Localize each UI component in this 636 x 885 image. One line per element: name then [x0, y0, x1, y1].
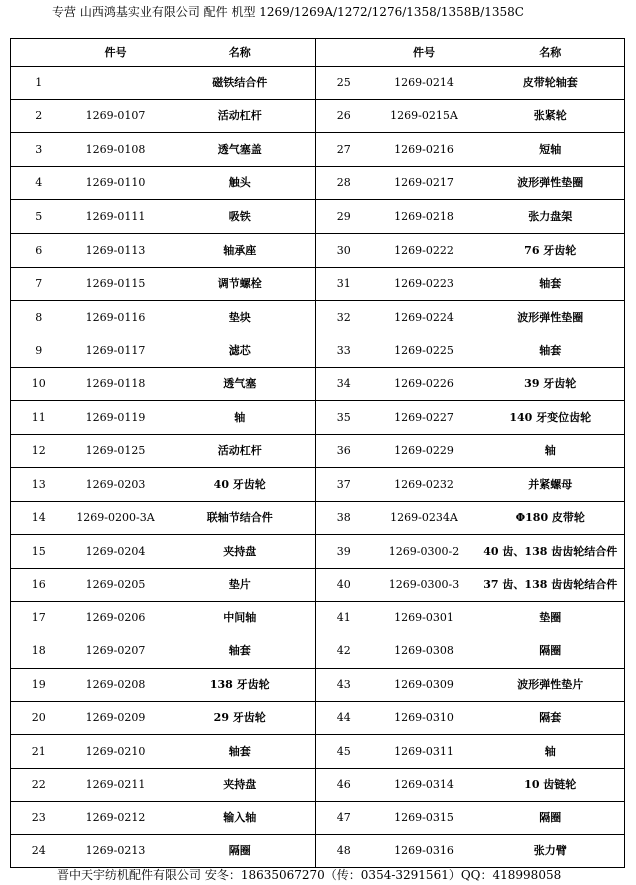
part-no: 1269-0315	[372, 802, 477, 835]
part-no: 1269-0301	[394, 611, 454, 624]
part-name: 138 牙齿轮	[165, 669, 316, 702]
part-name: 张力臂	[477, 835, 625, 868]
part-no: 1269-0210	[67, 735, 165, 769]
part-no: 1269-0117	[67, 334, 165, 368]
item-no: 37	[316, 468, 372, 502]
part-no: 1269-0223	[372, 268, 477, 301]
part-no: 1269-0204	[67, 535, 165, 569]
item-no: 12	[11, 435, 67, 468]
part-no	[67, 67, 165, 100]
part-no: 1269-0111	[67, 200, 165, 234]
part-name: 37 齿、138 齿齿轮结合件	[477, 569, 625, 602]
part-name: 中间轴	[165, 602, 316, 635]
item-no: 4	[11, 167, 67, 200]
part-no: 1269-0208	[67, 669, 165, 702]
table-row	[11, 200, 625, 234]
table-row	[11, 634, 625, 669]
part-no: 1269-0113	[67, 234, 165, 268]
header-part-no: 件号	[67, 39, 165, 67]
item-no: 16	[11, 569, 67, 602]
part-name: 29 牙齿轮	[165, 702, 316, 735]
item-no: 2	[11, 100, 67, 133]
table-row	[11, 602, 625, 635]
document-header: 专营 山西鸿基实业有限公司 配件 机型 1269/1269A/1272/1276/1358/1358B/1358C	[52, 5, 524, 19]
part-name: 触头	[165, 167, 316, 200]
part-no: 1269-0207	[67, 634, 165, 669]
part-name: 波形弹性垫圈	[477, 301, 625, 335]
part-name: 输入轴	[165, 802, 316, 835]
part-no: 1269-0215A	[372, 100, 477, 133]
table-row	[11, 334, 625, 368]
part-name: 140 牙变位齿轮	[477, 401, 625, 435]
part-name: 轴	[165, 401, 316, 435]
part-no: 1269-0310	[372, 702, 477, 735]
item-no: 9	[11, 334, 67, 368]
part-no: 1269-0314	[372, 769, 477, 802]
part-name: 夹持盘	[165, 535, 316, 569]
part-name: 垫圈	[477, 602, 625, 635]
part-name: 夹持盘	[165, 769, 316, 802]
item-no: 24	[11, 835, 67, 868]
part-no: 1269-0115	[67, 268, 165, 301]
item-no: 13	[11, 468, 67, 502]
part-no: 1269-0311	[372, 735, 477, 769]
part-no: 1269-0213	[67, 835, 165, 868]
part-no: 1269-0300-3	[372, 569, 477, 602]
part-no: 1269-0119	[67, 401, 165, 435]
part-no: 1269-0308	[372, 634, 477, 669]
item-no: 35	[316, 401, 372, 435]
part-name: 垫块	[165, 301, 316, 335]
item-no: 14	[11, 502, 67, 535]
item-no: 3	[11, 133, 67, 167]
part-name: 波形弹性垫片	[477, 669, 625, 702]
table-row	[11, 502, 625, 535]
document-footer: 晋中天宇纺机配件有限公司 安冬：18635067270（传：0354-3291561）QQ：418998058	[57, 868, 562, 882]
item-no: 42	[316, 634, 372, 669]
item-no: 29	[316, 200, 372, 234]
part-name: 透气塞盖	[165, 133, 316, 167]
part-name: 磁铁结合件	[165, 67, 316, 100]
part-no: 1269-0225	[372, 334, 477, 368]
item-no: 6	[11, 234, 67, 268]
part-name: 吸铁	[165, 200, 316, 234]
header-name: 名称	[165, 39, 316, 67]
part-name: 滤芯	[165, 334, 316, 368]
item-no: 20	[11, 702, 67, 735]
part-name: 垫片	[165, 569, 316, 602]
part-no: 1269-0205	[67, 569, 165, 602]
header-no-cell	[11, 39, 67, 67]
header-part-no: 件号	[372, 39, 477, 67]
part-no: 1269-0316	[372, 835, 477, 868]
table-row	[11, 301, 625, 335]
part-no: 1269-0107	[67, 100, 165, 133]
item-no: 21	[11, 735, 67, 769]
part-name: 隔圈	[477, 802, 625, 835]
item-no: 33	[316, 334, 372, 368]
part-name: 39 牙齿轮	[477, 368, 625, 401]
part-no: 1269-0300-2	[372, 535, 477, 569]
table-row	[11, 368, 625, 401]
table-row	[11, 535, 625, 569]
part-no: 1269-0214	[372, 67, 477, 100]
part-name: 隔套	[477, 702, 625, 735]
item-no: 48	[316, 835, 372, 868]
part-no: 1269-0116	[85, 310, 146, 324]
part-name: 皮带轮轴套	[477, 67, 625, 100]
table-row	[11, 569, 625, 602]
part-name: 轴套	[477, 334, 625, 368]
item-no: 5	[11, 200, 67, 234]
parts-table	[10, 38, 625, 868]
table-header-row	[11, 39, 625, 67]
part-no: 1269-0234A	[372, 502, 477, 535]
part-name: 40 牙齿轮	[165, 468, 316, 502]
part-no: 1269-0217	[372, 167, 477, 200]
item-no: 41	[316, 602, 372, 635]
part-no: 1269-0232	[372, 468, 477, 502]
item-no: 19	[11, 669, 67, 702]
part-no: 1269-0211	[67, 769, 165, 802]
part-name: 轴	[477, 435, 625, 468]
part-name: Φ180 皮带轮	[477, 502, 625, 535]
table-row	[11, 669, 625, 702]
item-no: 46	[316, 769, 372, 802]
item-no: 40	[316, 569, 372, 602]
item-no: 34	[316, 368, 372, 401]
table-row	[11, 702, 625, 735]
part-no: 1269-0200-3A	[67, 502, 165, 535]
part-no: 1269-0110	[67, 167, 165, 200]
item-no: 36	[316, 435, 372, 468]
part-name: 短轴	[477, 133, 625, 167]
part-no: 1269-0108	[67, 133, 165, 167]
header-name: 名称	[477, 39, 625, 67]
item-no: 45	[316, 735, 372, 769]
item-no: 32	[316, 301, 372, 335]
item-no: 8	[11, 301, 67, 335]
part-name: 76 牙齿轮	[477, 234, 625, 268]
part-name: 活动杠杆	[165, 435, 316, 468]
part-name: 张力盘架	[477, 200, 625, 234]
part-name: 透气塞	[165, 368, 316, 401]
part-name: 轴套	[165, 634, 316, 669]
table-row	[11, 100, 625, 133]
table-row	[11, 167, 625, 200]
item-no: 31	[316, 268, 372, 301]
part-no: 1269-0309	[372, 669, 477, 702]
item-no: 27	[316, 133, 372, 167]
part-no: 1269-0218	[372, 200, 477, 234]
part-no: 1269-0216	[372, 133, 477, 167]
part-no: 1269-0206	[85, 611, 146, 624]
header-no-cell	[316, 39, 372, 67]
table-row	[11, 802, 625, 835]
part-no: 1269-0226	[372, 368, 477, 401]
item-no: 11	[11, 401, 67, 435]
part-name: 调节螺栓	[165, 268, 316, 301]
part-name: 轴承座	[165, 234, 316, 268]
part-no: 1269-0222	[372, 234, 477, 268]
table-row	[11, 133, 625, 167]
part-name: 轴	[477, 735, 625, 769]
part-name: 波形弹性垫圈	[477, 167, 625, 200]
item-no: 39	[316, 535, 372, 569]
item-no: 22	[11, 769, 67, 802]
item-no: 23	[11, 802, 67, 835]
part-no: 1269-0227	[372, 401, 477, 435]
item-no: 15	[11, 535, 67, 569]
part-name: 活动杠杆	[165, 100, 316, 133]
part-name: 40 齿、138 齿齿轮结合件	[477, 535, 625, 569]
table-row	[11, 435, 625, 468]
item-no: 38	[316, 502, 372, 535]
part-no: 1269-0118	[67, 368, 165, 401]
table-row	[11, 234, 625, 268]
item-no: 47	[316, 802, 372, 835]
part-no: 1269-0203	[67, 468, 165, 502]
item-no: 28	[316, 167, 372, 200]
item-no: 25	[316, 67, 372, 100]
table-row	[11, 468, 625, 502]
table-row	[11, 735, 625, 769]
table-row	[11, 835, 625, 868]
part-no: 1269-0224	[394, 310, 454, 324]
item-no: 18	[11, 634, 67, 669]
item-no: 44	[316, 702, 372, 735]
item-no: 26	[316, 100, 372, 133]
part-name: 隔圈	[477, 634, 625, 669]
item-no: 1	[11, 67, 67, 100]
item-no: 10	[11, 368, 67, 401]
table-row	[11, 67, 625, 100]
item-no: 17	[11, 602, 67, 635]
part-no: 1269-0209	[67, 702, 165, 735]
part-name: 10 齿链轮	[477, 769, 625, 802]
part-name: 轴套	[477, 268, 625, 301]
table-row	[11, 769, 625, 802]
item-no: 30	[316, 234, 372, 268]
part-name: 轴套	[165, 735, 316, 769]
table-row	[11, 401, 625, 435]
part-name: 隔圈	[165, 835, 316, 868]
table-row	[11, 268, 625, 301]
item-no: 7	[11, 268, 67, 301]
part-name: 联轴节结合件	[165, 502, 316, 535]
part-no: 1269-0229	[372, 435, 477, 468]
part-no: 1269-0125	[67, 435, 165, 468]
part-name: 张紧轮	[477, 100, 625, 133]
part-name: 并紧螺母	[477, 468, 625, 502]
item-no: 43	[316, 669, 372, 702]
part-no: 1269-0212	[67, 802, 165, 835]
